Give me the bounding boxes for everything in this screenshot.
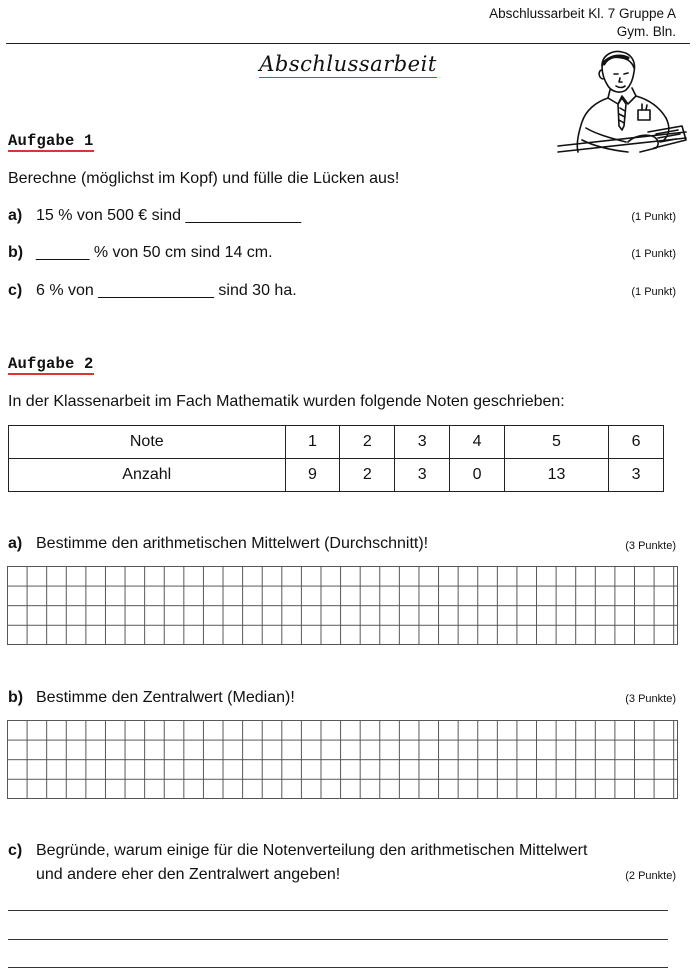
aufgabe2-item-a: [8, 535, 428, 553]
item-label: a): [8, 207, 23, 224]
table-cell: 5: [504, 426, 608, 459]
aufgabe1-intro: Berechne (möglichst im Kopf) und fülle die Lücken aus!: [8, 170, 400, 187]
item-label: c): [8, 282, 23, 299]
aufgabe2-points-a: (3 Punkte): [625, 540, 676, 552]
answer-line[interactable]: [8, 910, 668, 911]
item-text: 6 % von _____________ sind 30 ha.: [36, 282, 297, 299]
table-cell: 2: [340, 426, 395, 459]
table-cell: 3: [609, 459, 664, 492]
answer-grid-b[interactable]: [7, 720, 678, 799]
answer-line[interactable]: [8, 967, 668, 968]
answer-line[interactable]: [8, 939, 668, 940]
item-label: b): [8, 244, 24, 261]
aufgabe1-points-c: (1 Punkt): [631, 286, 676, 298]
aufgabe2-item-b: [8, 689, 295, 707]
table-cell: 9: [285, 459, 340, 492]
item-label: a): [8, 535, 23, 552]
table-row: [9, 426, 664, 459]
table-cell: Anzahl: [9, 459, 286, 492]
table-cell: 3: [395, 459, 450, 492]
table-cell: 4: [450, 426, 505, 459]
aufgabe2-heading: Aufgabe 2: [8, 355, 94, 373]
aufgabe2-item-c: [8, 842, 587, 860]
answer-grid-a[interactable]: [7, 566, 678, 645]
aufgabe1-heading: Aufgabe 1: [8, 132, 94, 150]
item-label: b): [8, 689, 24, 706]
table-cell: Note: [9, 426, 286, 459]
item-text: Bestimme den Zentralwert (Median)!: [36, 689, 295, 706]
grades-table: [8, 425, 664, 492]
aufgabe1-item-a: [8, 207, 301, 225]
table-row: [9, 459, 664, 492]
aufgabe2-intro: In der Klassenarbeit im Fach Mathematik wurden folgende Noten geschrieben:: [8, 393, 565, 410]
table-cell: 13: [504, 459, 608, 492]
aufgabe1-item-b: [8, 244, 273, 262]
header-title: Abschlussarbeit Kl. 7 Gruppe A: [489, 6, 676, 21]
page-title: Abschlussarbeit: [259, 52, 437, 76]
item-text: ______ % von 50 cm sind 14 cm.: [36, 244, 273, 261]
table-cell: 0: [450, 459, 505, 492]
header-divider: [6, 43, 690, 44]
aufgabe1-item-c: [8, 282, 297, 300]
aufgabe2-points-c: (2 Punkte): [625, 870, 676, 882]
header-school: Gym. Bln.: [616, 24, 676, 39]
aufgabe1-points-a: (1 Punkt): [631, 211, 676, 223]
student-illustration: [556, 48, 688, 160]
item-text: 15 % von 500 € sind _____________: [36, 207, 302, 224]
table-cell: 6: [609, 426, 664, 459]
table-cell: 2: [340, 459, 395, 492]
item-text: Bestimme den arithmetischen Mittelwert (Durchschnitt)!: [36, 535, 429, 552]
aufgabe2-item-c-cont: und andere eher den Zentralwert angeben!: [36, 866, 341, 883]
aufgabe2-points-b: (3 Punkte): [625, 693, 676, 705]
item-text: Begründe, warum einige für die Notenverteilung den arithmetischen Mittelwert: [36, 842, 588, 859]
aufgabe1-points-b: (1 Punkt): [631, 248, 676, 260]
table-cell: 3: [395, 426, 450, 459]
item-label: c): [8, 842, 23, 859]
table-cell: 1: [285, 426, 340, 459]
